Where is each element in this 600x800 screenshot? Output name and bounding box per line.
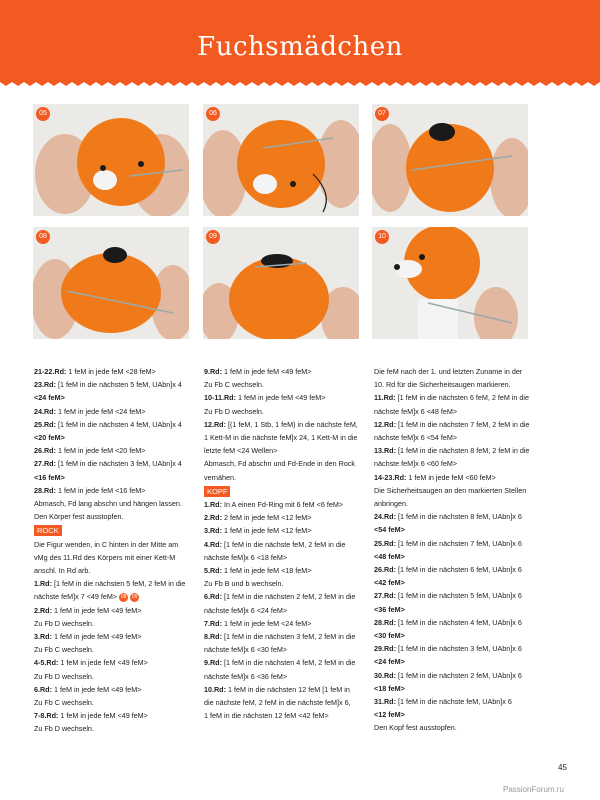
instruction-row: 4-5.Rd: 1 feM in jede feM <49 feM> — [34, 658, 148, 668]
instruction-row: 25.Rd: [1 feM in die nächsten 4 feM, UAbn]x 4 — [34, 419, 182, 429]
instruction-row: 12.Rd: [1 feM in die nächsten 7 feM, 2 feM in die — [374, 419, 530, 429]
fox-body-photo — [33, 104, 189, 216]
instruction-row: <48 feM> — [374, 551, 405, 561]
instruction-row: 6.Rd: 1 feM in jede feM <49 feM> — [34, 684, 142, 694]
step-number: 09 — [206, 230, 220, 244]
instruction-note: Zu Fb D wechseln. — [204, 406, 264, 416]
step-photo-07 — [372, 104, 528, 216]
instruction-row: <18 feM> — [374, 683, 405, 693]
instruction-row: 8.Rd: [1 feM in die nächsten 3 feM, 2 feM in die — [204, 632, 356, 642]
instructions-column-1 — [34, 365, 196, 736]
instructions-column-2 — [204, 365, 368, 722]
instruction-row: 14-23.Rd: 1 feM in jede feM <60 feM> — [374, 472, 496, 482]
instruction-row: nächste feM]x 6 <18 feM> — [204, 552, 288, 562]
instruction-row: nächste feM]x 6 <48 feM> — [374, 406, 458, 416]
instruction-note: Zu Fb C wechseln. — [204, 380, 264, 390]
step-photo-10 — [372, 227, 528, 339]
step-photo-09 — [203, 227, 359, 339]
section-heading-kopf: KOPF — [204, 486, 230, 497]
page-title: Fuchsmädchen — [197, 32, 403, 62]
instruction-row: 23.Rd: [1 feM in die nächsten 5 feM, UAbn]x 4 — [34, 380, 182, 390]
instruction-row: nächste feM]x 7 <49 feM> 08 09 — [34, 592, 138, 602]
instruction-row: 26.Rd: [1 feM in die nächsten 6 feM, UAbn]x 6 — [374, 565, 522, 575]
step-number: 05 — [36, 107, 50, 121]
step-photo-08 — [33, 227, 189, 339]
instruction-row: 29.Rd: [1 feM in die nächsten 3 feM, UAbn]x 6 — [374, 644, 522, 654]
instruction-row: 3.Rd: 1 feM in jede feM <12 feM> — [204, 526, 312, 536]
instruction-row: 30.Rd: [1 feM in die nächsten 2 feM, UAbn]x 6 — [374, 670, 522, 680]
fox-body-photo — [372, 104, 528, 216]
instruction-row: 1.Rd: In A einen Fd-Ring mit 6 feM <6 feM> — [204, 500, 344, 510]
instruction-row: 10.Rd: 1 feM in die nächsten 12 feM [1 feM in — [204, 684, 350, 694]
instruction-row: 26.Rd: 1 feM in jede feM <20 feM> — [34, 446, 146, 456]
instruction-row: 1.Rd: [1 feM in die nächsten 5 feM, 2 feM in die — [34, 579, 186, 589]
instruction-row: nächste feM]x 6 <60 feM> — [374, 459, 458, 469]
instruction-row: 1 Kett-M in die nächste feM]x 24, 1 Kett-M in die — [204, 433, 358, 443]
instruction-note: Abmasch, Fd abschn und Fd-Ende in den Rock — [204, 459, 356, 469]
instruction-note: Den Körper fest ausstopfen. — [34, 512, 124, 522]
instruction-row: 5.Rd: 1 feM in jede feM <18 feM> — [204, 566, 312, 576]
instruction-row: 4.Rd: [1 feM in die nächste feM, 2 feM in die — [204, 539, 346, 549]
fox-body-photo — [33, 227, 189, 339]
photo-ref-badge: 09 — [131, 594, 138, 601]
instruction-row: <30 feM> — [374, 631, 405, 641]
instruction-note: Den Kopf fest ausstopfen. — [374, 723, 457, 733]
instruction-row: <24 feM> — [34, 393, 65, 403]
instruction-row: 6.Rd: [1 feM in die nächsten 2 feM, 2 feM in die — [204, 592, 356, 602]
instruction-row: <54 feM> — [374, 525, 405, 535]
fox-body-photo — [203, 104, 359, 216]
step-photo-06 — [203, 104, 359, 216]
instruction-row: nächste feM]x 6 <30 feM> — [204, 645, 288, 655]
section-heading-rock: ROCK — [34, 525, 62, 536]
instruction-note: Die feM nach der 1. und letzten Zuname in der — [374, 367, 523, 376]
instruction-row: 24.Rd: [1 feM in die nächsten 8 feM, UAbn]x 6 — [374, 512, 522, 522]
instruction-row: 13.Rd: [1 feM in die nächsten 8 feM, 2 feM in die — [374, 446, 530, 456]
step-number: 06 — [206, 107, 220, 121]
instruction-row: 2.Rd: 1 feM in jede feM <49 feM> — [34, 605, 142, 615]
photo-ref-badge: 08 — [120, 594, 127, 601]
instruction-row: nächste feM]x 6 <54 feM> — [374, 433, 458, 443]
instruction-note: Die Figur wenden, in C hinten in der Mitte am — [34, 539, 179, 549]
fox-body-photo — [203, 227, 359, 339]
instruction-row: 28.Rd: [1 feM in die nächsten 4 feM, UAbn]x 6 — [374, 617, 522, 627]
instruction-row: 24.Rd: 1 feM in jede feM <24 feM> — [34, 406, 146, 416]
zigzag-edge — [0, 78, 600, 88]
instruction-row: 10-11.Rd: 1 feM in jede feM <49 feM> — [204, 393, 326, 403]
instruction-row: 25.Rd: [1 feM in die nächsten 7 feM, UAbn]x 6 — [374, 538, 522, 548]
page-number: 45 — [558, 763, 567, 772]
instruction-note: Zu Fb D wechseln. — [34, 618, 94, 628]
instruction-row: letzte feM <24 Wellen> — [204, 446, 278, 456]
instruction-row: die nächste feM, 2 feM in die nächste feM]x 6, — [204, 698, 351, 708]
instruction-row: 27.Rd: [1 feM in die nächsten 5 feM, UAbn]x 6 — [374, 591, 522, 601]
instruction-row: <12 feM> — [374, 710, 405, 720]
instruction-row: <16 feM> — [34, 472, 65, 482]
instruction-note: Die Sicherheitsaugen an den markierten Stellen — [374, 485, 527, 495]
instruction-row: 12.Rd: [(1 feM, 1 Stb, 1 feM) in die nächste feM, — [204, 419, 358, 429]
instruction-note: Zu Fb B und b wechseln. — [204, 579, 284, 589]
instruction-row: <42 feM> — [374, 578, 405, 588]
instruction-note: Zu Fb C wechseln. — [34, 645, 94, 655]
instruction-row: <20 feM> — [34, 433, 65, 443]
instruction-row: 28.Rd: 1 feM in jede feM <16 feM> — [34, 485, 146, 495]
instruction-row: 2.Rd: 2 feM in jede feM <12 feM> — [204, 513, 312, 523]
instruction-row: 9.Rd: 1 feM in jede feM <49 feM> — [204, 367, 312, 376]
instruction-row: <24 feM> — [374, 657, 405, 667]
instructions-column-3 — [374, 365, 538, 735]
instruction-note: Zu Fb C wechseln. — [34, 698, 94, 708]
instruction-row: 3.Rd: 1 feM in jede feM <49 feM> — [34, 632, 142, 642]
instruction-row: 1 feM in die nächsten 12 feM <42 feM> — [204, 711, 329, 721]
instruction-note: anschl. In Rd arb. — [34, 566, 91, 576]
instruction-row: 7-8.Rd: 1 feM in jede feM <49 feM> — [34, 711, 148, 721]
fox-figure-photo — [372, 227, 528, 339]
instruction-row: nächste feM]x 6 <24 feM> — [204, 605, 288, 615]
instruction-row: 21-22.Rd: 1 feM in jede feM <28 feM> — [34, 367, 156, 376]
instruction-row: 9.Rd: [1 feM in die nächsten 4 feM, 2 feM in die — [204, 658, 356, 668]
watermark: PassionForum.ru — [503, 785, 564, 794]
step-number: 08 — [36, 230, 50, 244]
instruction-row: nächste feM]x 6 <36 feM> — [204, 671, 288, 681]
step-number: 07 — [375, 107, 389, 121]
step-photo-05 — [33, 104, 189, 216]
instruction-note: anbringen. — [374, 499, 408, 509]
instruction-row: 7.Rd: 1 feM in jede feM <24 feM> — [204, 618, 312, 628]
instruction-note: vernähen. — [204, 472, 236, 482]
instruction-row: 31.Rd: [1 feM in die nächste feM, UAbn]x 6 — [374, 697, 512, 707]
step-number: 10 — [375, 230, 389, 244]
instruction-note: Zu Fb D wechseln. — [34, 724, 94, 734]
instruction-note: Abmasch, Fd lang abschn und hängen lassen. — [34, 499, 182, 509]
instruction-note: 10. Rd für die Sicherheitsaugen markieren. — [374, 380, 511, 390]
instruction-row: <36 feM> — [374, 604, 405, 614]
instruction-row: 27.Rd: [1 feM in die nächsten 3 feM, UAbn]x 4 — [34, 459, 182, 469]
instruction-note: Zu Fb D wechseln. — [34, 671, 94, 681]
instruction-row: 11.Rd: [1 feM in die nächsten 6 feM, 2 feM in die — [374, 393, 530, 403]
instruction-note: vMg des 11.Rd des Körpers mit einer Kett-M — [34, 552, 176, 562]
